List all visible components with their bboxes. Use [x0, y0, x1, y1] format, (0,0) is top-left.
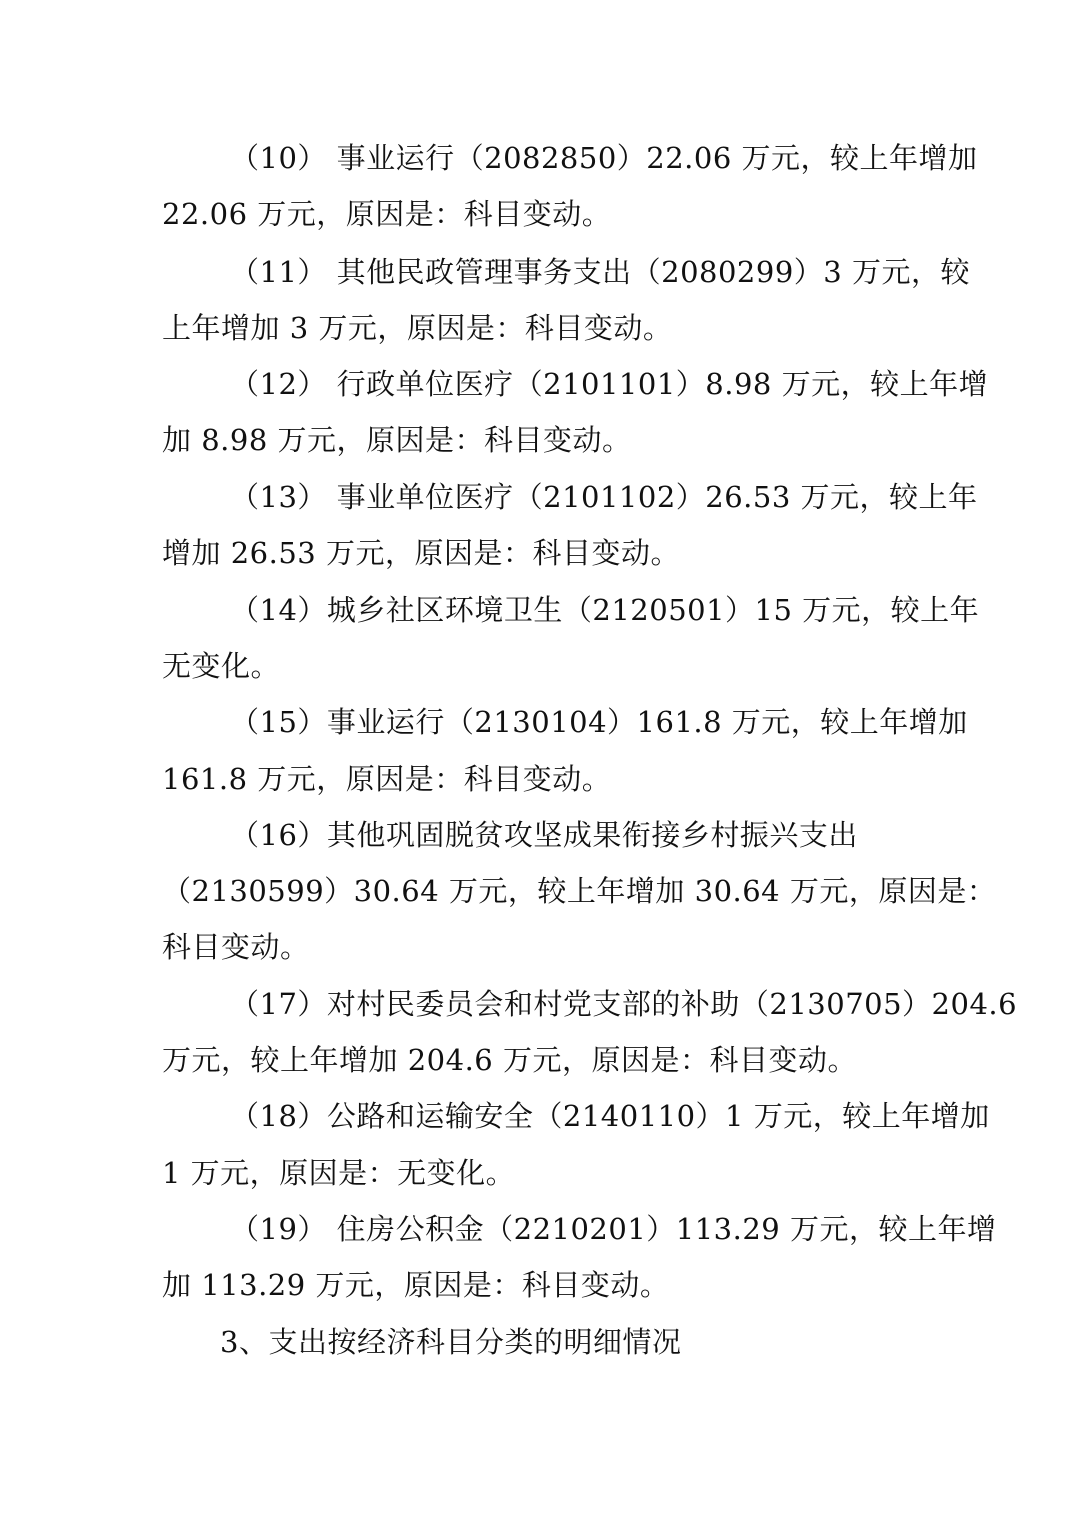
text-line: 161.8 万元，原因是：科目变动。: [162, 762, 612, 796]
text-line: （2130599）30.64 万元，较上年增加 30.64 万元，原因是：: [162, 874, 997, 908]
text-line: （11） 其他民政管理事务支出（2080299）3 万元，较: [230, 255, 970, 289]
text-line: 科目变动。: [162, 930, 310, 964]
text-line: （13） 事业单位医疗（2101102）26.53 万元，较上年: [230, 480, 978, 514]
text-line: 1 万元，原因是：无变化。: [162, 1156, 516, 1190]
text-line: （14）城乡社区环境卫生（2120501）15 万元，较上年: [230, 593, 980, 627]
text-line: 无变化。: [162, 649, 281, 683]
text-line: （12） 行政单位医疗（2101101）8.98 万元，较上年增: [230, 367, 989, 401]
text-line: （18）公路和运输安全（2140110）1 万元，较上年增加: [230, 1099, 990, 1133]
text-line: 增加 26.53 万元，原因是：科目变动。: [162, 536, 680, 570]
text-line: （17）对村民委员会和村党支部的补助（2130705）204.6: [230, 987, 1018, 1021]
text-line: （15）事业运行（2130104）161.8 万元，较上年增加: [230, 705, 968, 739]
text-line: （19） 住房公积金（2210201）113.29 万元，较上年增: [230, 1212, 997, 1246]
text-line: 22.06 万元，原因是：科目变动。: [162, 197, 612, 231]
text-line: 加 113.29 万元，原因是：科目变动。: [162, 1268, 670, 1302]
text-line: 万元，较上年增加 204.6 万元，原因是：科目变动。: [162, 1043, 857, 1077]
text-line: 上年增加 3 万元，原因是：科目变动。: [162, 311, 673, 345]
text-line: 加 8.98 万元，原因是：科目变动。: [162, 423, 632, 457]
text-line: （16）其他巩固脱贫攻坚成果衔接乡村振兴支出: [230, 818, 858, 852]
section-heading: 3、支出按经济科目分类的明细情况: [220, 1325, 682, 1359]
text-line: （10） 事业运行（2082850）22.06 万元，较上年增加: [230, 141, 978, 175]
